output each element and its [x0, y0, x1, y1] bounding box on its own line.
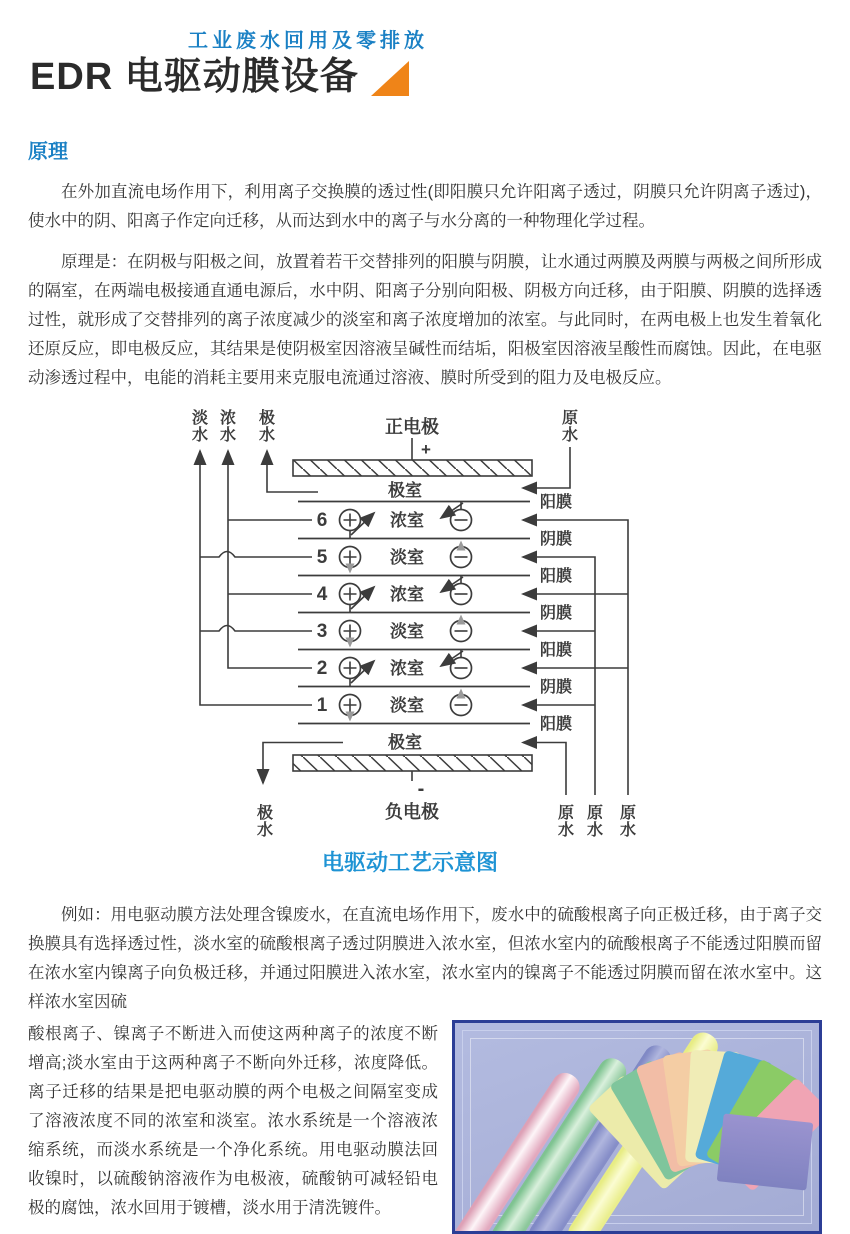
cation-icon — [340, 658, 361, 679]
chamber-row-6 — [317, 502, 472, 539]
anion-icon — [451, 547, 472, 568]
raw-water-bottom-label-2: 原水 — [586, 805, 603, 839]
paragraph-principle-2: 原理是：在阴极与阳极之间，放置着若干交替排列的阳膜与阴膜，让水通过两膜及两膜与两极之间所形成的隔室，在两端电极接通直通电源后，水中阴、阳离子分别向阳极、阴极方向迁移，由于阳膜、阴膜的选择透过性，就形成了交替排列的离子浓度减少的淡室和离子浓度增加的浓室。与此同时，在两电极上也发生着氧化还原反应，即电极反应，其结果是使阴极室因溶液呈碱性而结垢，阳极室因溶液呈酸性而腐蚀。因此，在电驱动渗透过程中，电能的消耗主要用来克服电流通过溶液、膜时所受到的阻力及电极反应。 — [28, 253, 822, 387]
svg-text:浓室: 浓室 — [390, 659, 424, 678]
svg-text:+: + — [421, 440, 431, 459]
membrane-sheet-purple — [717, 1113, 814, 1190]
svg-text:-: - — [417, 778, 425, 800]
page-title — [30, 55, 822, 99]
raw-water-bottom-label-3: 原水 — [619, 805, 636, 839]
svg-text:阳膜: 阳膜 — [540, 716, 573, 733]
chamber-row-2 — [317, 650, 472, 687]
svg-text:淡室: 淡室 — [390, 548, 424, 567]
svg-text:阴膜: 阴膜 — [540, 679, 573, 696]
svg-text:正电极: 正电极 — [385, 417, 439, 437]
svg-text:淡室: 淡室 — [390, 622, 424, 641]
chamber-row-3 — [317, 617, 472, 646]
page-title-text: EDR 电驱动膜设备 — [30, 56, 359, 98]
svg-text:淡室: 淡室 — [390, 696, 424, 715]
outlet-electrode-bottom-label: 极水 — [256, 805, 273, 839]
positive-electrode — [293, 416, 532, 476]
process-diagram — [28, 405, 822, 885]
anion-icon — [451, 510, 472, 531]
anion-icon — [451, 695, 472, 716]
diagram-caption: 电驱动工艺示意图 — [321, 850, 498, 875]
cation-icon — [340, 510, 361, 531]
svg-text:5: 5 — [316, 547, 328, 568]
svg-text:阳膜: 阳膜 — [540, 568, 573, 585]
svg-text:阴膜: 阴膜 — [540, 605, 573, 622]
section-heading-principle: 原理 — [28, 141, 68, 163]
anion-icon — [451, 658, 472, 679]
chamber-row-1 — [317, 691, 472, 720]
cation-icon — [340, 695, 361, 716]
svg-text:浓室: 浓室 — [390, 511, 424, 530]
membrane-labels — [540, 492, 572, 733]
svg-text:6: 6 — [316, 510, 328, 531]
negative-electrode — [293, 755, 532, 822]
svg-text:4: 4 — [316, 584, 328, 605]
svg-text:阳膜: 阳膜 — [540, 494, 573, 511]
membrane-lines — [298, 502, 530, 724]
tagline: 工业废水回用及零排放 — [188, 30, 428, 52]
cation-icon — [340, 621, 361, 642]
electrodialysis-diagram-svg — [150, 405, 670, 845]
cation-icon — [340, 584, 361, 605]
membrane-photo — [452, 1020, 822, 1234]
svg-text:阳膜: 阳膜 — [540, 642, 573, 659]
example-bottom-section — [28, 1020, 822, 1234]
cation-icon — [340, 547, 361, 568]
chamber-row-5 — [317, 543, 472, 572]
outlet-electrode-top-label: 极水 — [258, 410, 275, 444]
chamber-row-4 — [317, 576, 472, 613]
svg-text:浓室: 浓室 — [390, 585, 424, 604]
anion-icon — [451, 584, 472, 605]
outlet-concentrate-label: 浓水 — [219, 410, 236, 444]
svg-text:阴膜: 阴膜 — [540, 531, 573, 548]
raw-water-top-label: 原水 — [561, 410, 578, 444]
svg-text:2: 2 — [316, 658, 328, 679]
svg-text:3: 3 — [316, 621, 328, 642]
electrode-chamber-top-label: 极室 — [388, 481, 422, 500]
outlet-dilute-label: 淡水 — [191, 410, 208, 444]
raw-water-bottom-label-1: 原水 — [557, 805, 574, 839]
paragraph-example-part1: 例如：用电驱动膜方法处理含镍废水，在直流电场作用下，废水中的硫酸根离子向正极迁移，由于离子交换膜具有选择透过性，淡水室的硫酸根离子透过阴膜进入浓水室，但浓水室内的硫酸根离子不能透过阳膜而留在浓水室内镍离子向负极迁移，并通过阳膜进入浓水室，浓水室内的镍离子不能透过阴膜而留在浓水室中。这样浓水室因硫 — [28, 906, 822, 1011]
electrode-chamber-bottom-label: 极室 — [388, 733, 422, 752]
svg-text:1: 1 — [316, 695, 328, 716]
orange-triangle-icon — [371, 61, 409, 96]
svg-text:负电极: 负电极 — [385, 802, 439, 822]
paragraph-example-part2: 酸根离子、镍离子不断进入而使这两种离子的浓度不断增高;淡水室由于这两种离子不断向外迁移，浓度降低。离子迁移的结果是把电驱动膜的两个电极之间隔室变成了溶液浓度不同的浓室和淡室。浓水系统是一个溶液浓缩系统，而淡水系统是一个净化系统。用电驱动膜法回收镍时，以硫酸钠溶液作为电极液，硫酸钠可减轻铅电极的腐蚀，浓水回用于镀槽，淡水用于清洗镀件。 — [28, 1025, 438, 1217]
anion-icon — [451, 621, 472, 642]
paragraph-principle-1: 在外加直流电场作用下，利用离子交换膜的透过性(即阳膜只允许阳离子透过，阴膜只允许阴离子透过)，使水中的阴、阳离子作定向迁移，从而达到水中的离子与水分离的一种物理化学过程。 — [28, 183, 822, 230]
feed-lines — [523, 447, 628, 795]
